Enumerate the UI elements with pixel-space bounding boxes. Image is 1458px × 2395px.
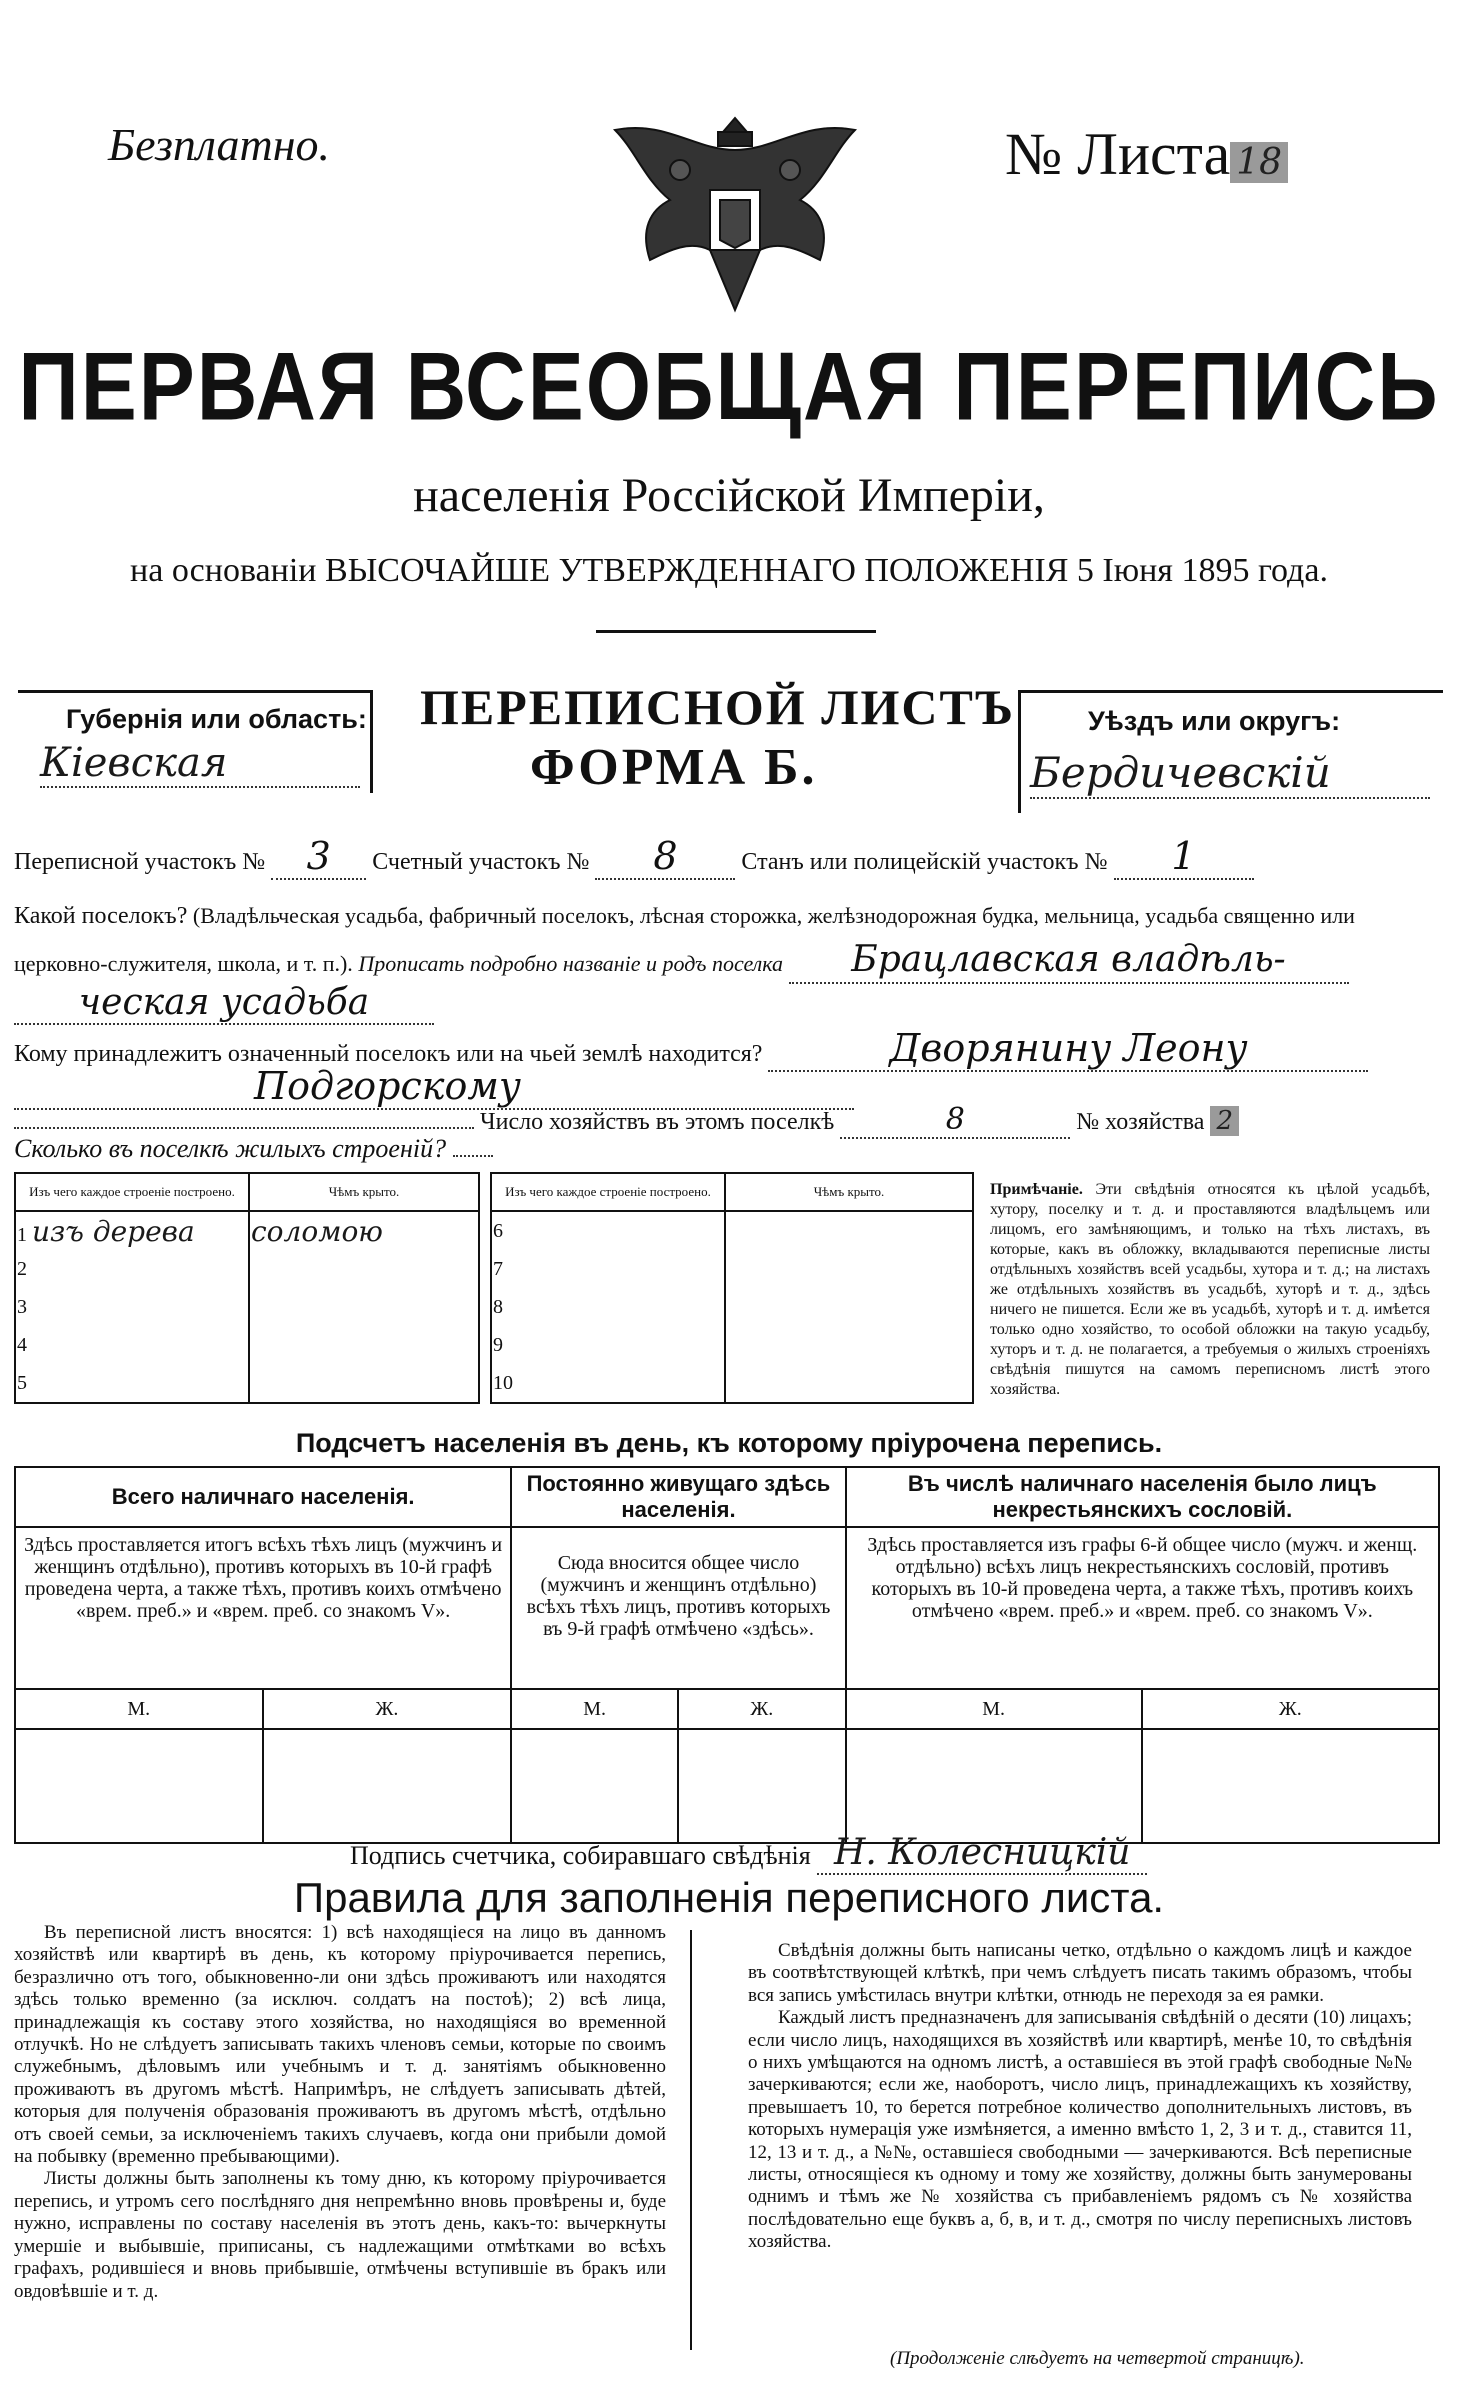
row-number: 2 [15,1250,249,1288]
permanent-female-cell [678,1729,846,1843]
settlement-value-2: ческая усадьба [14,982,434,1025]
uezd-value: Бердичевскій [1030,748,1430,799]
double-headed-eagle-icon [590,110,880,340]
non-peasant-female-cell [1142,1729,1439,1843]
table-row [15,1211,479,1250]
non-peasant-male-cell [846,1729,1142,1843]
form-subtitle: ФОРМА Б. [530,739,818,796]
subtitle-population: населенія Россійской Имперіи, [413,469,1045,522]
building-roof [249,1364,479,1403]
households-label: Число хозяйствъ въ этомъ поселкѣ [480,1109,835,1135]
owner-label: Кому принадлежитъ означенный поселокъ или на чьей землѣ находится? [14,1041,763,1067]
row-number: 3 [15,1288,249,1326]
buildings-table-right [490,1172,974,1404]
table-row [15,1326,479,1364]
row-number: 8 [491,1288,725,1326]
note-title: Примѣчаніе. [990,1181,1083,1198]
building-roof [249,1288,479,1326]
building-roof [725,1211,973,1250]
table-row [491,1250,973,1288]
uezd-label: Уѣздъ или округъ: [1088,706,1341,736]
female-header: Ж. [678,1689,846,1729]
non-peasant-header: Въ числѣ наличнаго населенія было лицъ некрестьянскихъ сословій. [846,1467,1439,1527]
column-divider [690,1930,692,2350]
building-roof [249,1250,479,1288]
building-roof [725,1288,973,1326]
total-female-cell [263,1729,512,1843]
counting-district-value: 8 [595,834,735,880]
permanent-population-header: Постоянно живущаго здѣсь населенія. [511,1467,845,1527]
sheet-number-value: 18 [1230,142,1288,183]
rules-left-column [14,1922,666,2303]
police-district-label: Станъ или полицейскій участокъ № [741,849,1108,875]
census-district-label: Переписной участокъ № [14,849,266,875]
buildings-table-left [14,1172,480,1404]
rules-right-column [748,1940,1412,2254]
rules-paragraph: Свѣдѣнія должны быть написаны четко, отдѣльно о каждомъ лицѣ и каждое въ соотвѣтствующей клѣткѣ, при чемъ слѣдуетъ писать такимъ образомъ, чтобы вся запись умѣстилась внутри клѣтки, отнюдь не переходя за ея рамки. [748,1940,1412,2006]
building-roof [725,1364,973,1403]
population-count-title: Подсчетъ населенія въ день, къ которому пріурочена перепись. [295,1428,1163,1458]
row-number: 1 [17,1223,27,1246]
census-district-value: 3 [271,834,366,880]
buildings-leader [453,1155,493,1157]
free-of-charge-label: Безплатно. [108,119,331,170]
counting-district-label: Счетный участокъ № [372,849,590,875]
continued-note: (Продолженіе слѣдуетъ на четвертой страницѣ). [890,2348,1305,2369]
row-number: 5 [15,1364,249,1403]
signature-label: Подпись счетчика, собиравшаго свѣдѣнія [350,1841,811,1870]
row-number: 9 [491,1326,725,1364]
table-row [15,1364,479,1403]
male-header: М. [511,1689,678,1729]
non-peasant-desc: Здѣсь проставляется изъ графы 6-й общее число (мужч. и женщ. отдѣльно) всѣхъ лицъ некрестьянскихъ сословій, противъ которыхъ въ 10-й проведена черта, а также тѣхъ, противъ коихъ отмѣчено «врем. преб.» и «врем. преб. со знакомъ V». [846,1527,1439,1689]
rules-title: Правила для заполненія переписного листа. [293,1874,1165,1921]
buildings-label: Сколько въ поселкѣ жилыхъ строеній? [14,1134,447,1163]
permanent-population-desc: Сюда вносится общее число (мужчинъ и женщинъ отдѣльно) всѣхъ тѣхъ лицъ, противъ которыхъ въ 9-й графѣ отмѣчено «здѣсь». [511,1527,845,1689]
building-roof [725,1250,973,1288]
table-row [491,1288,973,1326]
male-header: М. [15,1689,263,1729]
settlement-label: Какой поселокъ? [14,903,188,929]
household-number-label: № хозяйства [1076,1109,1205,1135]
table-row [15,1288,479,1326]
settlement-line-2 [14,982,434,1025]
female-header: Ж. [1142,1689,1439,1729]
note-text: Эти свѣдѣнія относятся къ цѣлой усадьбѣ, хутору, поселку и т. д. и проставляются владѣльцемъ или лицомъ, его замѣняющимъ, и только на тѣхъ листахъ, въ которые, какъ въ обложку, вкладываются переписные листы отдѣльныхъ хозяйствъ всей усадьбы, хутора и т. д.; на листахъ же отдѣльныхъ хозяйствъ въ усадьбѣ, хуторѣ и т. д., здѣсь ничего не пишется. Если же въ усадьбѣ, хуторѣ и т. д. имѣется только одно хозяйство, то особой обложки на такую усадьбу, хуторъ и т. д. не полагается, а требуемыя о жилыхъ строеніяхъ свѣдѣнія пишутся на самомъ переписномъ листѣ этого хозяйства. [990,1181,1430,1398]
table-row [15,1250,479,1288]
female-header: Ж. [263,1689,512,1729]
gubernia-value: Кіевская [40,740,360,788]
rules-paragraph: Листы должны быть заполнены къ тому дню, къ которому пріурочивается перепись, и утромъ сего послѣдняго дня непремѣнно вновь провѣрены и, буде нужно, исправлены по составу населенія въ этотъ день, какъ-то: вычеркнуты умершіе и выбывшіе, приписаны, съ надлежащими отмѣтками во всѣхъ графахъ, родившіеся и вновь прибывшіе, отмѣчены вступившіе въ бракъ или овдовѣвшіе и т. д. [14,2168,666,2302]
rules-paragraph: Въ переписной листъ вносятся: 1) всѣ находящіеся на лицо въ данномъ хозяйствѣ или квартирѣ въ день, къ которому пріурочивается перепись, безразлично отъ того, обыкновенно-ли они здѣсь проживаютъ или находятся здѣсь только временно (за исключ. солдатъ на постоѣ); 2) всѣ лица, принадлежащія къ составу этого хозяйства, но находящіяся во временной отлучкѣ. Но не слѣдуетъ записывать такихъ членовъ семьи, которые по своимъ служебнымъ, дѣловымъ или учебнымъ и т. д. занятіямъ обыкновенно проживаютъ въ другомъ мѣстѣ. Напримѣръ, не слѣдуетъ записывать дѣтей, которыя для полученія образованія проживаютъ въ другомъ мѣстѣ, отдѣльно отъ своей семьи, за исключеніемъ такихъ случаевъ, когда они прибыли домой на побывку (временно пребывающими). [14,1922,666,2168]
note-block [990,1180,1430,1400]
row-number: 7 [491,1250,725,1288]
population-table [14,1466,1440,1844]
col-roof-header: Чѣмъ крыто. [725,1173,973,1211]
household-number-value: 2 [1210,1106,1239,1136]
form-title: ПЕРЕПИСНОЙ ЛИСТЪ [420,679,1016,735]
col-roof-header: Чѣмъ крыто. [249,1173,479,1211]
district-line [14,834,1254,880]
row-number: 10 [491,1364,725,1403]
signature-line [350,1832,1147,1875]
building-material: изъ дерева [32,1214,195,1248]
subtitle-decree: на основаніи ВЫСОЧАЙШЕ УТВЕРЖДЕННАГО ПОЛОЖЕНІЯ 5 Іюня 1895 года. [130,552,1328,589]
rules-paragraph: Каждый листъ предназначенъ для записыванія свѣдѣній о десяти (10) лицахъ; если число лицъ, находящихся въ хозяйствѣ или квартирѣ, менѣе 10, то свѣдѣнія о нихъ умѣщаются на одномъ листѣ, а оставшіеся въ этой графѣ свободные №№ зачеркиваются; если же, наоборотъ, число лицъ, принадлежащихъ къ хозяйству, превышаетъ 10, то берется потребное количество дополнительныхъ листовъ, въ которыхъ нумерація уже измѣняется, а именно вмѣсто 1, 2, 3 и т. д., ставится 11, 12, 13 и т. д., а №№, оставшіеся свободными — зачеркиваются. Всѣ переписные листы, относящіеся къ одному и тому же хозяйству, должны быть занумерованы однимъ и тѣмъ же № хозяйства съ прибавленіемъ рядомъ съ № хозяйства послѣдовательно еще буквъ а, б, в, и т. д., смотря по числу переписныхъ листовъ хозяйства. [748,2007,1412,2253]
building-roof [249,1326,479,1364]
settlement-block [14,894,1440,986]
building-roof: соломою [249,1211,479,1250]
owner-value-2: Подгорскому [14,1064,854,1110]
table-row [491,1326,973,1364]
signature-value: Н. Колесницкій [817,1832,1147,1875]
sheet-number [1005,120,1288,189]
settlement-hint-detail: Прописать подробно названіе и родъ поселка [358,951,784,976]
building-roof [725,1326,973,1364]
owner-value-1: Дворянину Леону [768,1026,1368,1072]
sheet-number-label: № Листа [1005,121,1231,187]
total-population-desc: Здѣсь проставляется итогъ всѣхъ тѣхъ лицъ (мужчинъ и женщинъ отдѣльно), противъ которыхъ въ 10-й графѣ проведена черта, а также тѣхъ, противъ коихъ отмѣчено «врем. преб.» и «врем. преб. со знакомъ V». [15,1527,511,1689]
permanent-male-cell [511,1729,678,1843]
households-value: 8 [840,1102,1070,1139]
settlement-hint: (Владѣльческая усадьба, фабричный поселокъ, лѣсная сторожка, желѣзнодорожная будка, мельница, усадьба священно или церковно-служителя, школа, и т. п.). [14,903,1355,976]
settlement-value-1: Брацлавская владѣль- [789,938,1349,984]
households-leader [14,1127,474,1129]
gubernia-label: Губернія или область: [66,704,367,734]
total-population-header: Всего наличнаго населенія. [15,1467,511,1527]
table-row [491,1211,973,1250]
col-material-header: Изъ чего каждое строеніе построено. [491,1173,725,1211]
title-divider [596,630,876,633]
col-material-header: Изъ чего каждое строеніе построено. [15,1173,249,1211]
table-row [491,1364,973,1403]
main-title: ПЕРВАЯ ВСЕОБЩАЯ ПЕРЕПИСЬ [18,331,1440,440]
police-district-value: 1 [1114,834,1254,880]
row-number: 4 [15,1326,249,1364]
buildings-question [14,1134,493,1164]
total-male-cell [15,1729,263,1843]
row-number: 6 [491,1211,725,1250]
male-header: М. [846,1689,1142,1729]
